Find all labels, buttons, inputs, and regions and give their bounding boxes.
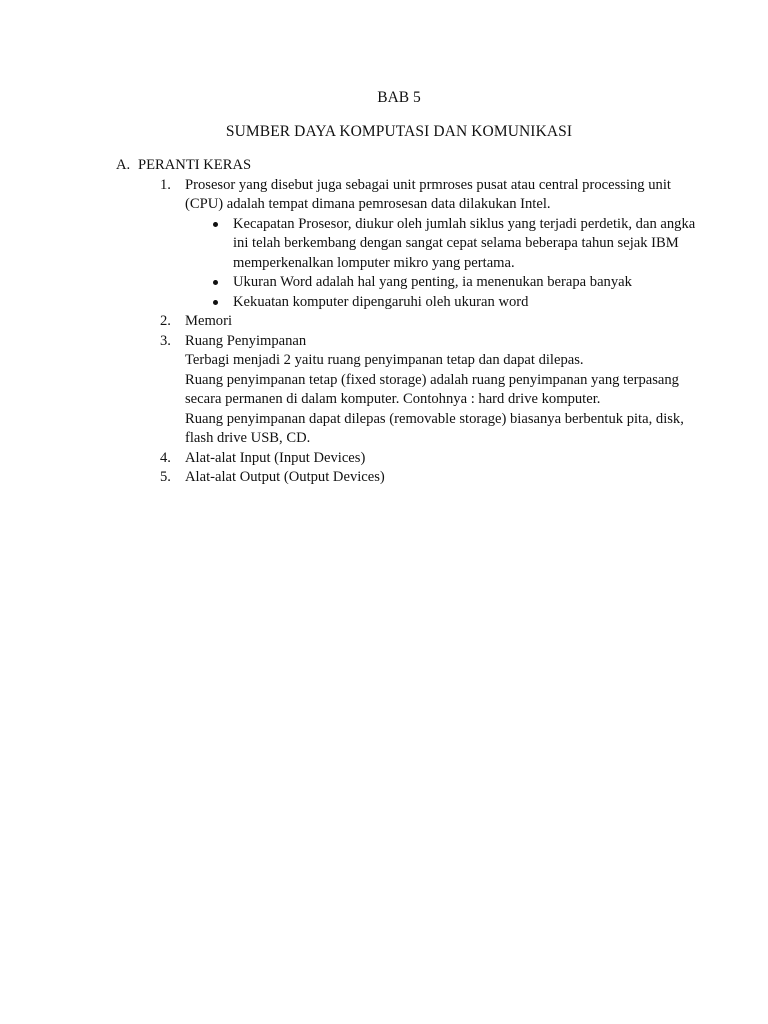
page-title: SUMBER DAYA KOMPUTASI DAN KOMUNIKASI	[225, 123, 573, 140]
list-item-text: Alat-alat Output (Output Devices)	[185, 469, 385, 485]
list-item-text: Alat-alat Input (Input Devices)	[185, 449, 366, 466]
list-item-4	[160, 449, 696, 469]
paragraph: Ruang penyimpanan tetap (fixed storage) adalah ruang penyimpanan yang terpasang secara permanen di dalam komputer. Contohnya : hard drive komputer.	[185, 371, 679, 407]
bullet-text: Kecapatan Prosesor, diukur oleh jumlah siklus yang terjadi perdetik, dan angka ini telah berkembang dengan sangat cepat selama beberapa tahun sejak IBM memperkenalkan lomputer mikro yang pertama.	[233, 215, 696, 271]
paragraph: Ruang penyimpanan dapat dilepas (removable storage) biasanya berbentuk pita, disk, flash drive USB, CD.	[185, 410, 684, 446]
bullet-list	[209, 215, 696, 313]
bullet-dot-icon	[209, 215, 233, 274]
list-item-1	[160, 176, 696, 313]
list-item-5	[160, 468, 696, 488]
list-item-2	[160, 312, 696, 332]
bullet-text: Kekuatan komputer dipengaruhi oleh ukuran word	[233, 293, 529, 310]
bullet-dot-icon	[209, 273, 233, 293]
bullet-item	[209, 215, 696, 274]
numbered-list	[160, 176, 696, 488]
bullet-text: Ukuran Word adalah hal yang penting, ia menenukan berapa banyak	[233, 274, 632, 290]
section-peranti-keras	[116, 156, 696, 488]
list-number: 1.	[160, 176, 171, 193]
list-number: 3.	[160, 332, 171, 349]
bullet-dot-icon	[209, 293, 233, 313]
list-item-text: Prosesor yang disebut juga sebagai unit prmroses pusat atau central processing unit (CPU) adalah tempat dimana pemrosesan data dilakukan Intel.	[185, 176, 671, 212]
section-letter: A.	[116, 157, 131, 173]
list-number: 2.	[160, 313, 171, 329]
list-item-3	[160, 332, 696, 449]
list-number: 4.	[160, 449, 171, 466]
section-heading	[116, 156, 696, 176]
bullet-item	[209, 293, 696, 313]
list-number: 5.	[160, 469, 171, 485]
chapter-label: BAB 5	[377, 89, 421, 106]
bullet-item	[209, 273, 696, 293]
paragraph: Terbagi menjadi 2 yaitu ruang penyimpanan tetap dan dapat dilepas.	[185, 352, 584, 368]
list-item-text: Ruang Penyimpanan	[185, 332, 307, 349]
list-item-text: Memori	[185, 313, 233, 329]
section-heading-text: PERANTI KERAS	[138, 157, 252, 173]
